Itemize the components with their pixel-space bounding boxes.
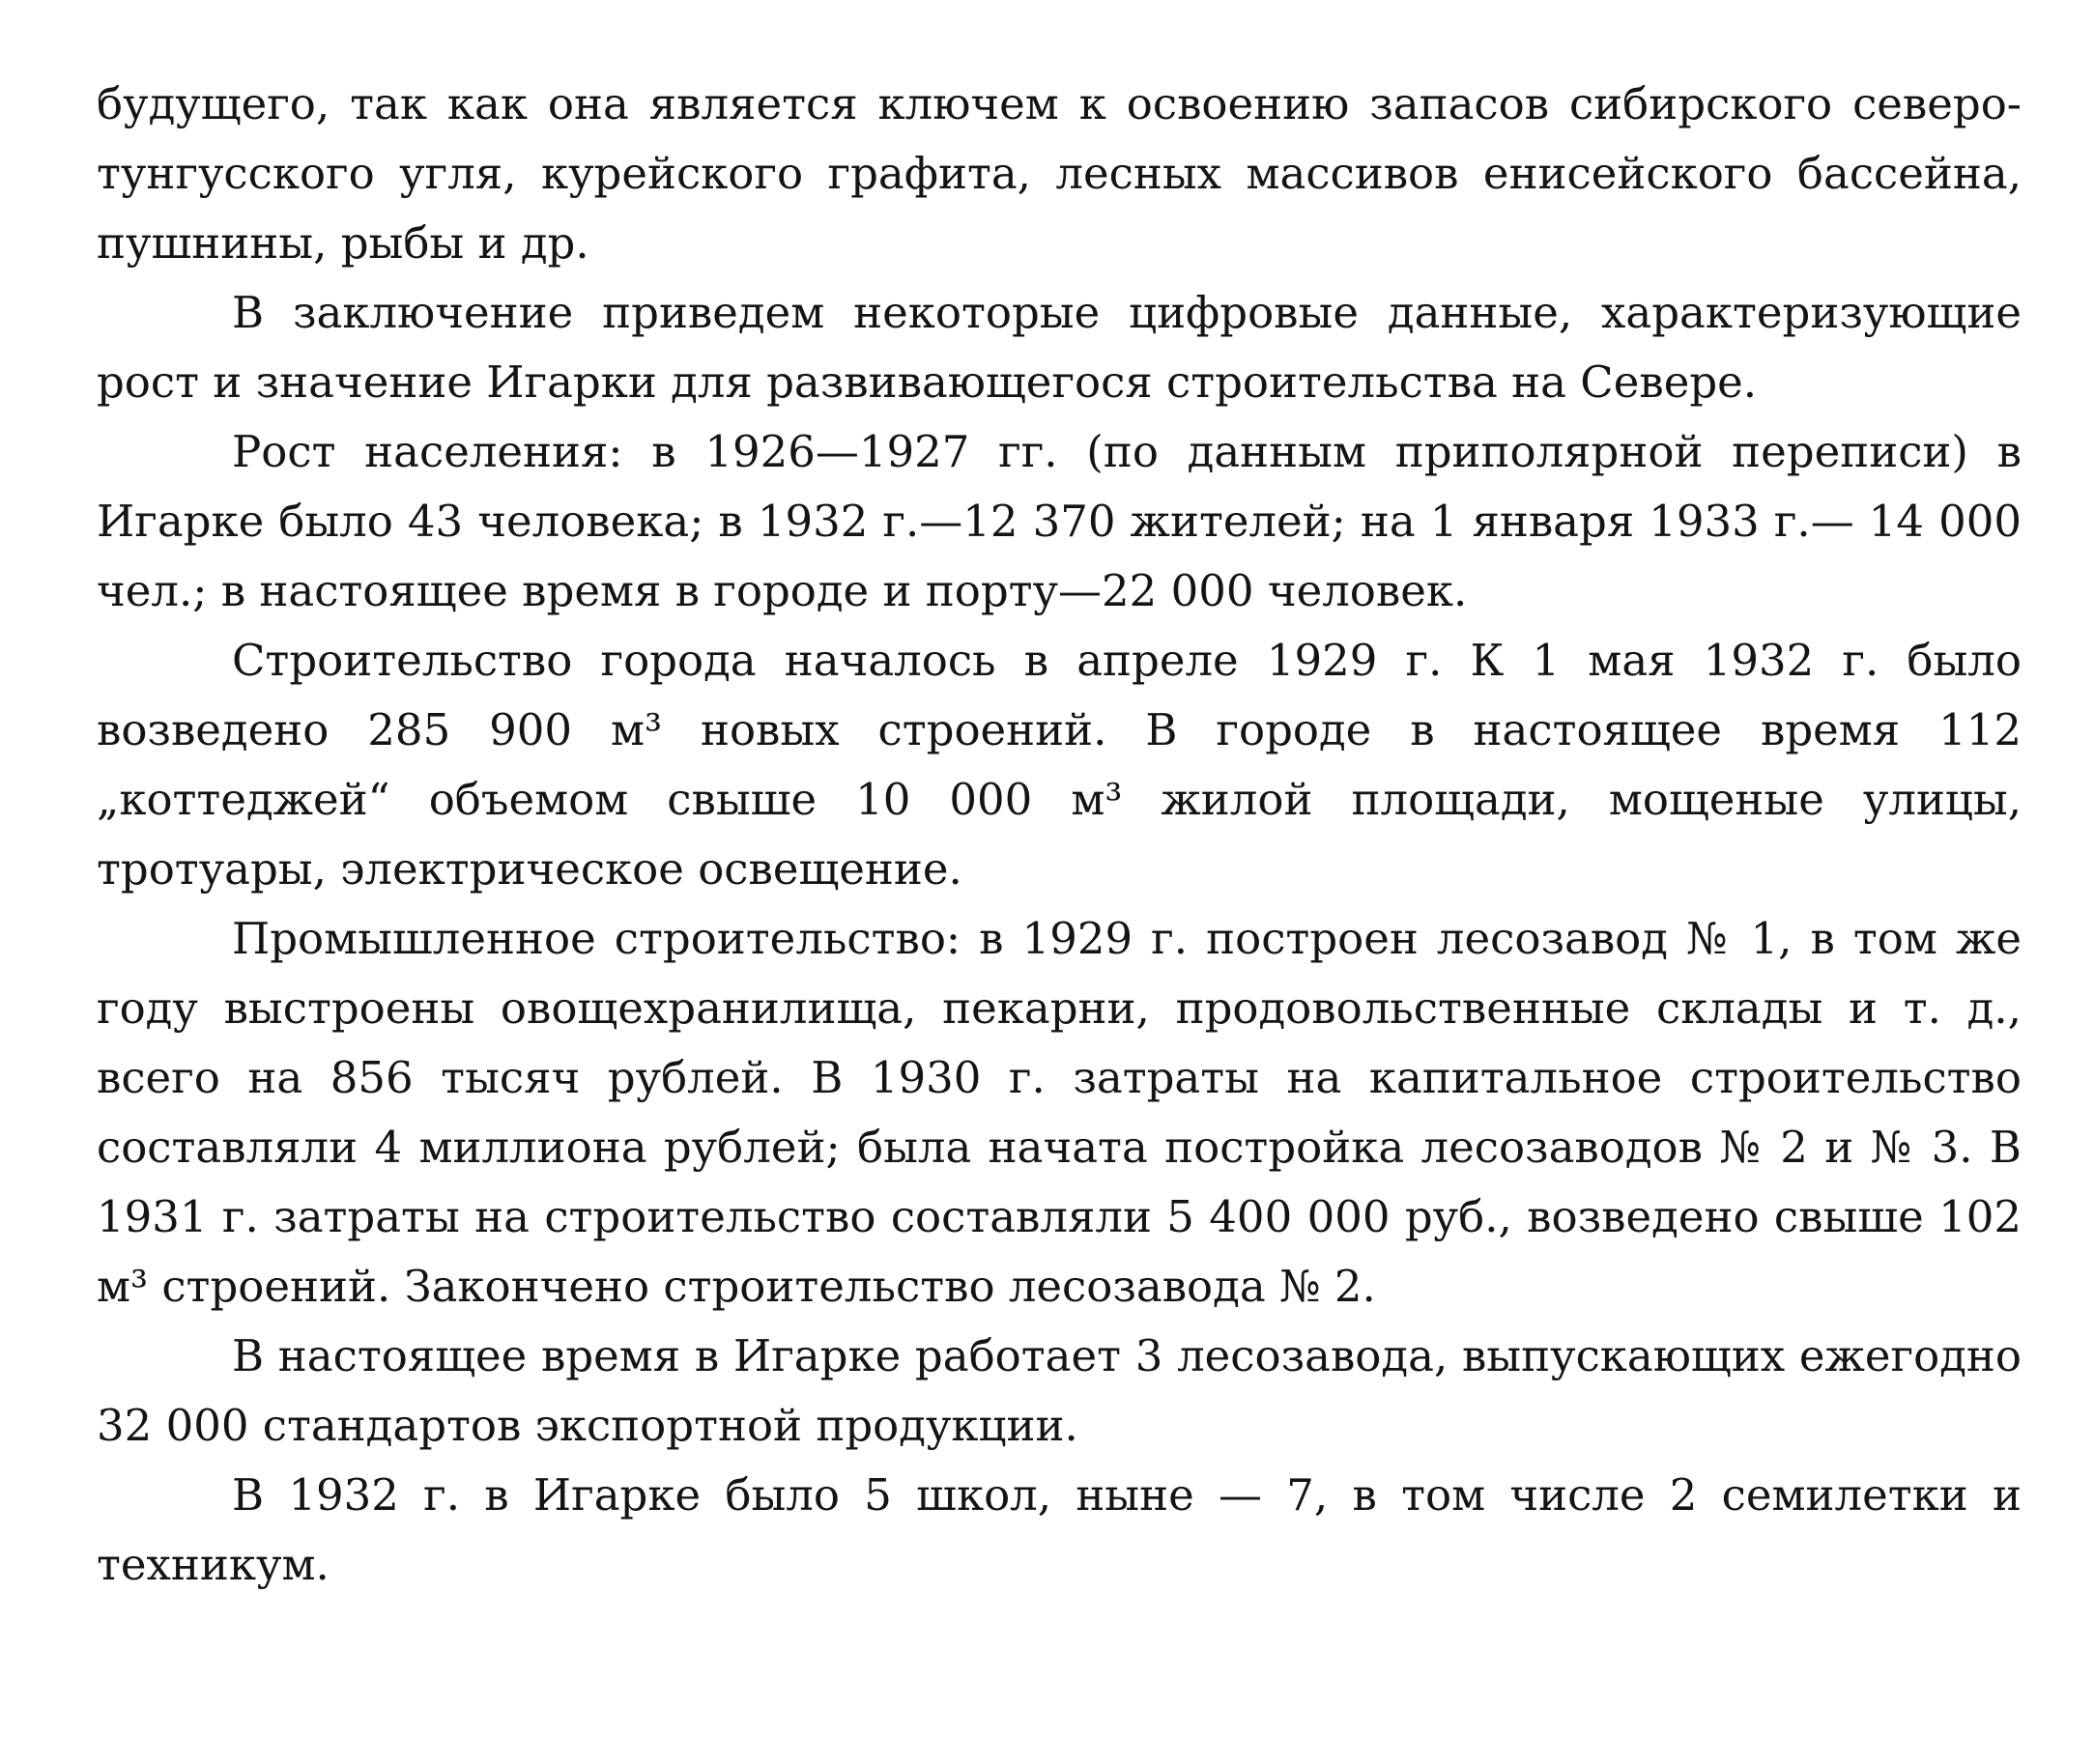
paragraph-sawmills: В настоящее время в Игарке работает 3 лесозавода, выпускающих ежегодно 32 000 стандартов экспортной продукции. [97,1330,2022,1451]
document-page [97,70,2022,1600]
paragraph-conclusion-intro: В заключение приведем некоторые цифровые данные, характеризующие рост и значение Игарки для развивающегося строительства на Севере. [97,287,2022,408]
paragraph-city-construction: Строительство города началось в апреле 1929 г. К 1 мая 1932 г. было возведено 285 900 м³ новых строений. В городе в настоящее время 112 „коттеджей“ объемом свыше 10 000 м³ жилой площади, мощеные улицы, тротуары, электрическое освещение. [97,635,2022,895]
paragraph-continuation: будущего, так как она является ключем к освоению запасов сибирского северо-тунгусского угля, курейского графита, лесных массивов енисейского бассейна, пушнины, рыбы и др. [97,78,2022,269]
paragraph-population-growth: Рост населения: в 1926—1927 гг. (по данным приполярной переписи) в Игарке было 43 человека; в 1932 г.—12 370 жителей; на 1 января 1933 г.— 14 000 чел.; в настоящее время в городе и порту—22 000 человек. [97,426,2022,616]
paragraph-schools: В 1932 г. в Игарке было 5 школ, ныне — 7, в том числе 2 семилетки и техникум. [97,1469,2022,1590]
paragraph-industrial-construction: Промышленное строительство: в 1929 г. построен лесозавод № 1, в том же году выстроены овощехранилища, пекарни, продовольственные склады и т. д., всего на 856 тысяч рублей. В 1930 г. затраты на капитальное строительство составляли 4 миллиона рублей; была начата постройка лесозаводов № 2 и № 3. В 1931 г. затраты на строительство составляли 5 400 000 руб., возведено свыше 102 м³ строений. Закончено строительство лесозавода № 2. [97,913,2022,1312]
